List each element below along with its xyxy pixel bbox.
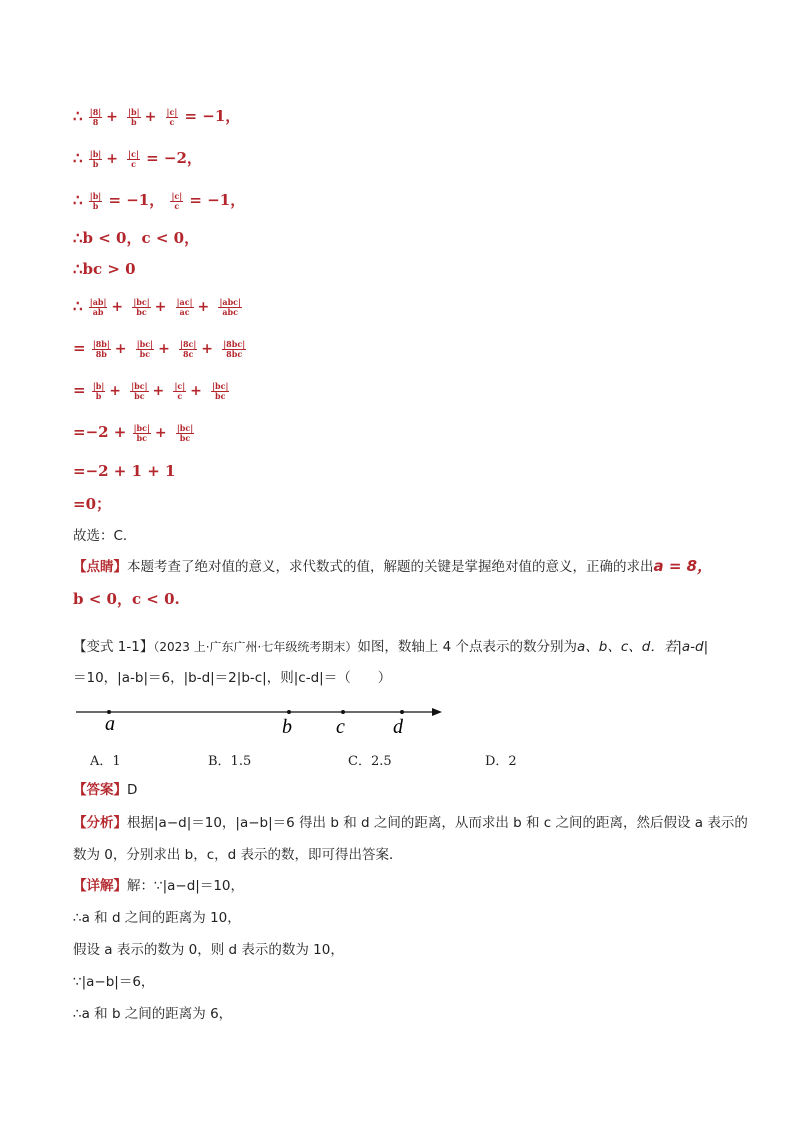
variant-tag: 【变式 1-1】 xyxy=(73,639,154,655)
option-a[interactable]: A．1 xyxy=(90,754,121,769)
detail-line-1: 【详解】解：∵|a−d|＝10， xyxy=(73,878,245,894)
step-2: ∴ $\frac{|b|}{b}$ + $\frac{|c|}{c}$ = −2， xyxy=(73,148,202,169)
label-d: d xyxy=(393,716,403,738)
comment-line-1: 【点睛】本题考查了绝对值的意义，求代数式的值，解题的关键是掌握绝对值的意义，正确的求出a = 8， xyxy=(73,557,713,575)
analysis-line-1: 【分析】根据|a−d|＝10，|a−b|＝6 得出 b 和 d 之间的距离，从而求出 b 和 c 之间的距离，然后假设 a 表示的 xyxy=(73,815,748,831)
point-d xyxy=(400,710,404,714)
label-b: b xyxy=(282,716,292,738)
option-c[interactable]: C．2.5 xyxy=(348,754,392,769)
label-c: c xyxy=(336,716,345,738)
step-6: ∴ $\frac{|ab|}{ab}$ + $\frac{|bc|}{bc}$ + $\frac{|ac|}{ac}$ + $\frac{\text{|abc|}}{\text{abc}}$ xyxy=(73,296,241,317)
step-8: = $\frac{|b|}{b}$ + $\frac{|bc|}{bc}$ + $\frac{|c|}{c}$ + $\frac{|bc|}{bc}$ xyxy=(73,380,229,401)
variant-line-2: ＝10，|a-b|＝6，|b-d|＝2|b-c|，则|c-d|＝（ ） xyxy=(73,670,392,686)
point-b xyxy=(287,710,291,714)
detail-line-3: 假设 a 表示的数为 0，则 d 表示的数为 10， xyxy=(73,942,344,958)
detail-line-4: ∵|a−b|＝6， xyxy=(73,974,155,990)
variant-line-1: 【变式 1-1】（2023 上·广东广州·七年级统考期末）如图，数轴上 4 个点表示的数分别为a、b、c、d．若|a-d| xyxy=(73,639,709,655)
fraction: $\frac{|b|}{b}$ xyxy=(89,190,102,211)
step-4: ∴b < 0，c < 0， xyxy=(73,229,200,247)
fraction: $\frac{|b|}{b}$ xyxy=(128,106,140,127)
step-10: =−2 + 1 + 1 xyxy=(73,462,176,480)
number-line xyxy=(70,700,450,740)
detail-line-5: ∴a 和 b 之间的距离为 6， xyxy=(73,1006,233,1022)
answer-line: 【答案】D xyxy=(73,782,138,798)
fraction: $\frac{|c|}{c}$ xyxy=(166,106,178,127)
step-5: ∴bc > 0 xyxy=(73,260,136,278)
comment-line-2: b < 0，c < 0. xyxy=(73,590,180,608)
analysis-line-2: 数为 0，分别求出 b，c，d 表示的数，即可得出答案． xyxy=(73,847,403,863)
point-c xyxy=(341,710,345,714)
therefore-symbol: ∴ xyxy=(73,107,83,125)
option-b[interactable]: B．1.5 xyxy=(208,754,252,769)
choice-line: 故选：C． xyxy=(73,528,137,544)
equation-rhs: = −1， xyxy=(184,107,241,125)
fraction: $\frac{|8|}{8}$ xyxy=(89,106,102,127)
step-11: =0； xyxy=(73,495,112,513)
label-a: a xyxy=(105,713,115,735)
fraction: $\frac{|c|}{c}$ xyxy=(128,148,139,169)
fraction: $\frac{|b|}{b}$ xyxy=(89,148,102,169)
option-d[interactable]: D．2 xyxy=(485,754,517,769)
arrow-head-icon xyxy=(432,708,442,716)
fraction: $\frac{|c|}{c}$ xyxy=(171,190,183,211)
step-7: = $\frac{|8b|}{8b}$ + $\frac{|bc|}{bc}$ + $\frac{|8c|}{8c}$ + $\frac{|8bc|}{8bc}$ xyxy=(73,338,246,359)
detail-line-2: ∴a 和 d 之间的距离为 10， xyxy=(73,910,241,926)
step-1: ∴ $\frac{|8|}{8}$ + $\frac{|b|}{b}$ + $\frac{|c|}{c}$ = −1， xyxy=(73,106,241,127)
step-9: =−2 + $\frac{|bc|}{bc}$ + $\frac{|bc|}{bc}$ xyxy=(73,422,194,443)
step-3: ∴ $\frac{|b|}{b}$ = −1， $\frac{|c|}{c}$ = −1， xyxy=(73,190,246,211)
